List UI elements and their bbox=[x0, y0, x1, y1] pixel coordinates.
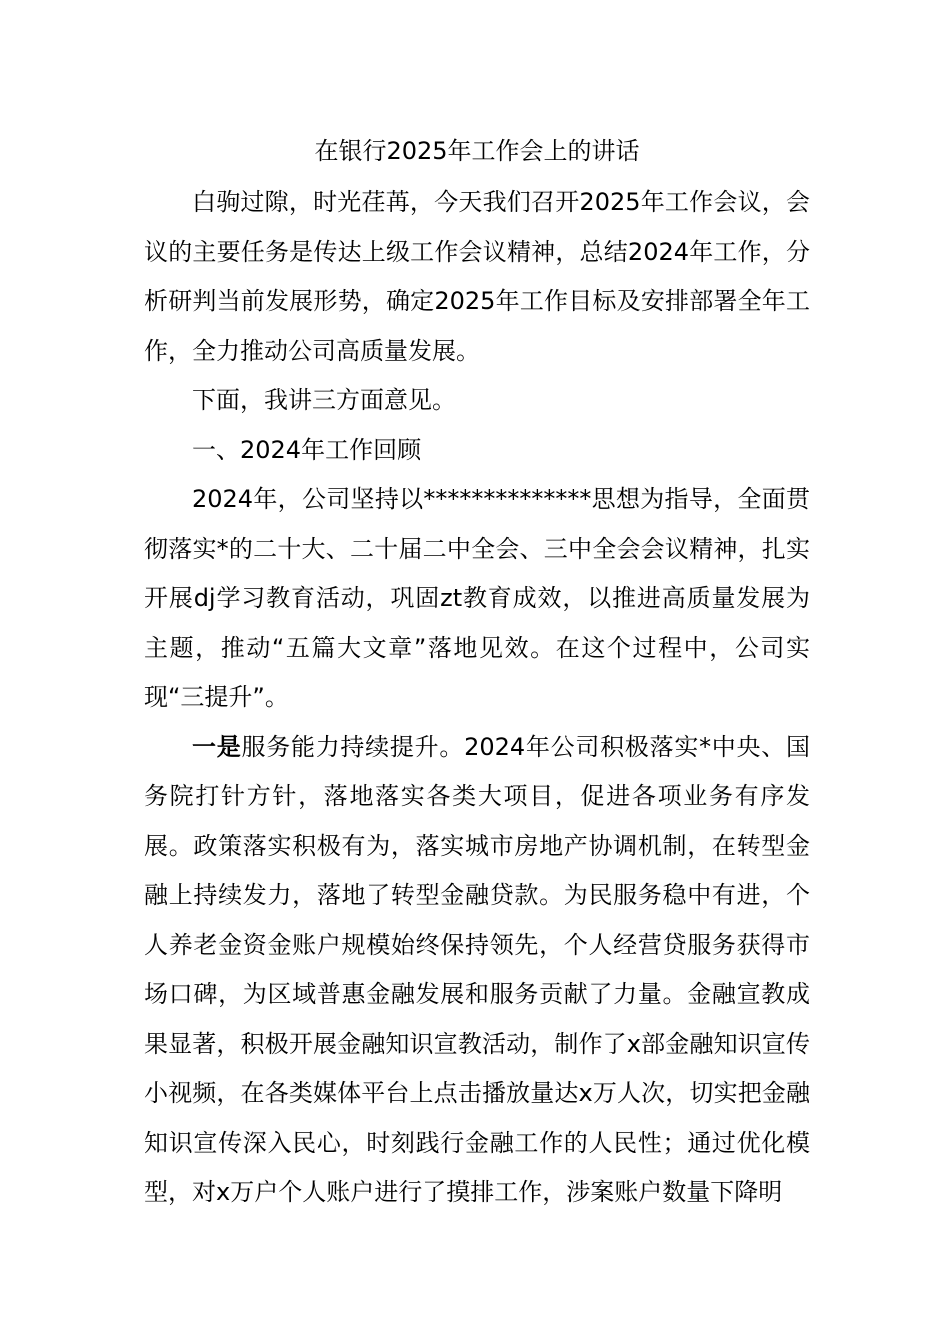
paragraph-service bbox=[144, 723, 810, 1218]
paragraph-text: 下面，我讲三方面意见。 bbox=[192, 386, 456, 414]
paragraph-lead: 一是 bbox=[192, 732, 242, 761]
paragraph-outline bbox=[144, 376, 810, 426]
paragraph-text: 服务能力持续提升。2024年公司积极落实*中央、国务院打针方针，落地落实各类大项目，促进各项业务有序发展。政策落实积极有为，落实城市房地产协调机制，在转型金融上持续发力，落地了转型金融贷款。为民服务稳中有进，个人养老金资金账户规模始终保持领先，个人经营贷服务获得市场口碑，为区域普惠金融发展和服务贡献了力量。金融宣教成果显著，积极开展金融知识宣教活动，制作了x部金融知识宣传小视频，在各类媒体平台上点击播放量达x万人次，切实把金融知识宣传深入民心，时刻践行金融工作的人民性；通过优化模型，对x万户个人账户进行了摸排工作，涉案账户数量下降明 bbox=[144, 732, 811, 1206]
paragraph-text: 一、2024年工作回顾 bbox=[192, 435, 422, 464]
paragraph-text: 2024年，公司坚持以**************思想为指导，全面贯彻落实*的二十大、二十届二中全会、三中全会会议精神，扎实开展dj学习教育活动，巩固zt教育成效，以推进高质量发展为主题，推动“五篇大文章”落地见效。在这个过程中，公司实现“三提升”。 bbox=[144, 485, 810, 711]
document-title: 在银行2025年工作会上的讲话 bbox=[314, 137, 640, 165]
paragraph-text: 白驹过隙，时光荏苒，今天我们召开2025年工作会议，会议的主要任务是传达上级工作会议精神，总结2024年工作，分析研判当前发展形势，确定2025年工作目标及安排部署全年工作，全力推动公司高质量发展。 bbox=[144, 188, 810, 365]
document-body bbox=[144, 129, 810, 1218]
section-heading bbox=[144, 426, 810, 476]
paragraph-opening bbox=[144, 178, 810, 376]
paragraph-review bbox=[144, 475, 810, 723]
